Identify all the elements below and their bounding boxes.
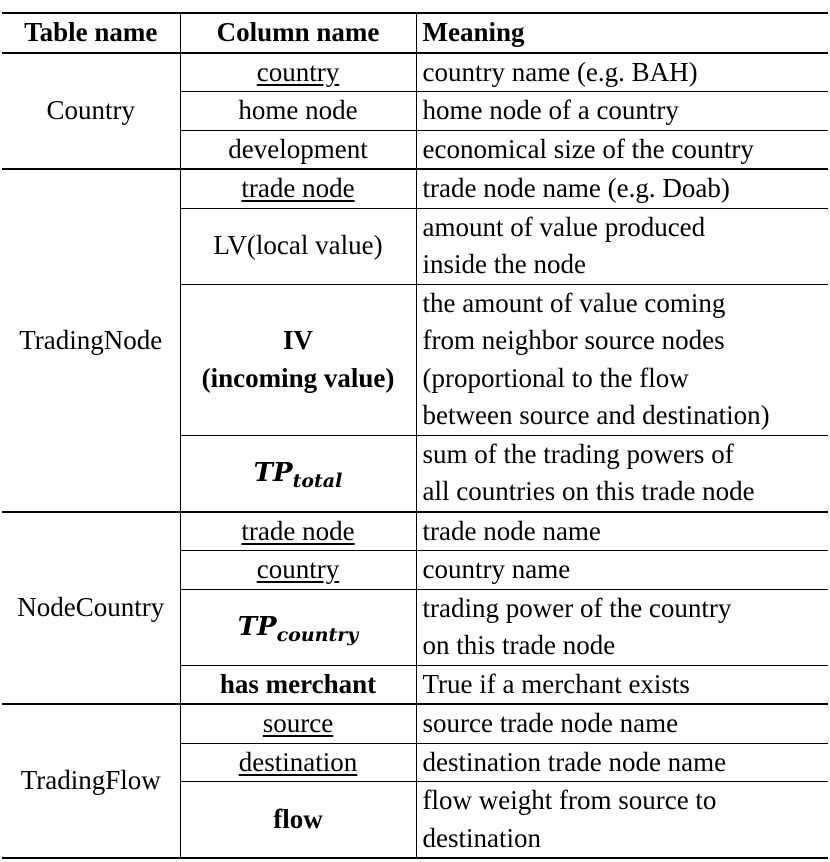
header-column-name: Column name bbox=[180, 13, 416, 53]
meaning-line: sum of the trading powers of bbox=[422, 438, 734, 469]
table-name-cell: Country bbox=[46, 95, 135, 125]
math-symbol bbox=[237, 611, 359, 646]
primary-key-column: trade node bbox=[241, 173, 355, 203]
math-main: TP bbox=[253, 457, 293, 488]
primary-key-column: country bbox=[256, 554, 340, 584]
meaning-line: inside the node bbox=[422, 249, 586, 279]
meaning-cell bbox=[416, 435, 828, 512]
meaning-cell: trade node name bbox=[416, 512, 828, 551]
column-name-cell: home node bbox=[180, 92, 416, 131]
column-name-cell: has merchant bbox=[180, 665, 416, 704]
column-name-cell bbox=[180, 589, 416, 665]
column-name-cell bbox=[180, 435, 416, 512]
group-nodecountry bbox=[2, 512, 828, 705]
column-name-cell bbox=[180, 551, 416, 590]
meaning-line: on this trade node bbox=[422, 630, 616, 660]
header-row bbox=[2, 13, 828, 53]
header-table-name: Table name bbox=[2, 13, 180, 53]
table-row bbox=[2, 704, 828, 743]
primary-key-column: source bbox=[262, 708, 334, 738]
meaning-cell bbox=[416, 782, 828, 859]
math-symbol bbox=[253, 457, 343, 492]
meaning-line: all countries on this trade node bbox=[422, 476, 755, 506]
column-name-cell bbox=[180, 53, 416, 92]
table-row bbox=[2, 512, 828, 551]
meaning-cell: country name bbox=[416, 551, 828, 590]
group-country bbox=[2, 53, 828, 170]
meaning-line: between source and destination) bbox=[422, 400, 770, 430]
meaning-line: (proportional to the flow bbox=[422, 362, 689, 393]
column-name-line: (incoming value) bbox=[201, 362, 395, 393]
meaning-cell: source trade node name bbox=[416, 704, 828, 743]
column-name-cell: flow bbox=[180, 782, 416, 859]
group-tradingflow bbox=[2, 704, 828, 858]
meaning-cell bbox=[416, 589, 828, 665]
primary-key-column: destination bbox=[238, 746, 358, 777]
meaning-cell: destination trade node name bbox=[416, 743, 828, 782]
meaning-line: trading power of the country bbox=[422, 592, 732, 623]
schema-table bbox=[2, 12, 828, 859]
meaning-line: amount of value produced bbox=[422, 211, 706, 242]
column-name-line: IV bbox=[282, 325, 313, 355]
table-row bbox=[2, 53, 828, 92]
primary-key-column: country bbox=[256, 56, 340, 87]
column-name-cell bbox=[180, 704, 416, 743]
meaning-line: from neighbor source nodes bbox=[422, 325, 725, 355]
column-name-cell: LV(local value) bbox=[180, 208, 416, 284]
meaning-cell bbox=[416, 284, 828, 435]
math-main: TP bbox=[237, 611, 277, 642]
meaning-line: flow weight from source to bbox=[422, 785, 717, 815]
meaning-cell: trade node name (e.g. Doab) bbox=[416, 169, 828, 208]
meaning-cell bbox=[416, 208, 828, 284]
math-subscript: country bbox=[276, 623, 359, 646]
table-name-cell: NodeCountry bbox=[17, 592, 165, 622]
primary-key-column: trade node bbox=[241, 515, 355, 546]
column-name-cell bbox=[180, 284, 416, 435]
meaning-cell: home node of a country bbox=[416, 92, 828, 131]
table-row bbox=[2, 169, 828, 208]
column-name-cell bbox=[180, 169, 416, 208]
column-name-cell bbox=[180, 512, 416, 551]
table-name-cell: TradingNode bbox=[19, 324, 163, 355]
meaning-cell: country name (e.g. BAH) bbox=[416, 53, 828, 92]
column-name-cell bbox=[180, 743, 416, 782]
group-tradingnode bbox=[2, 169, 828, 512]
meaning-line: the amount of value coming bbox=[422, 287, 726, 318]
column-name-cell: development bbox=[180, 130, 416, 169]
meaning-cell: economical size of the country bbox=[416, 130, 828, 169]
header-meaning: Meaning bbox=[416, 13, 828, 53]
meaning-line: destination bbox=[422, 822, 541, 853]
math-subscript: total bbox=[292, 469, 343, 492]
table-name-cell: TradingFlow bbox=[20, 765, 161, 796]
meaning-cell: True if a merchant exists bbox=[416, 665, 828, 704]
